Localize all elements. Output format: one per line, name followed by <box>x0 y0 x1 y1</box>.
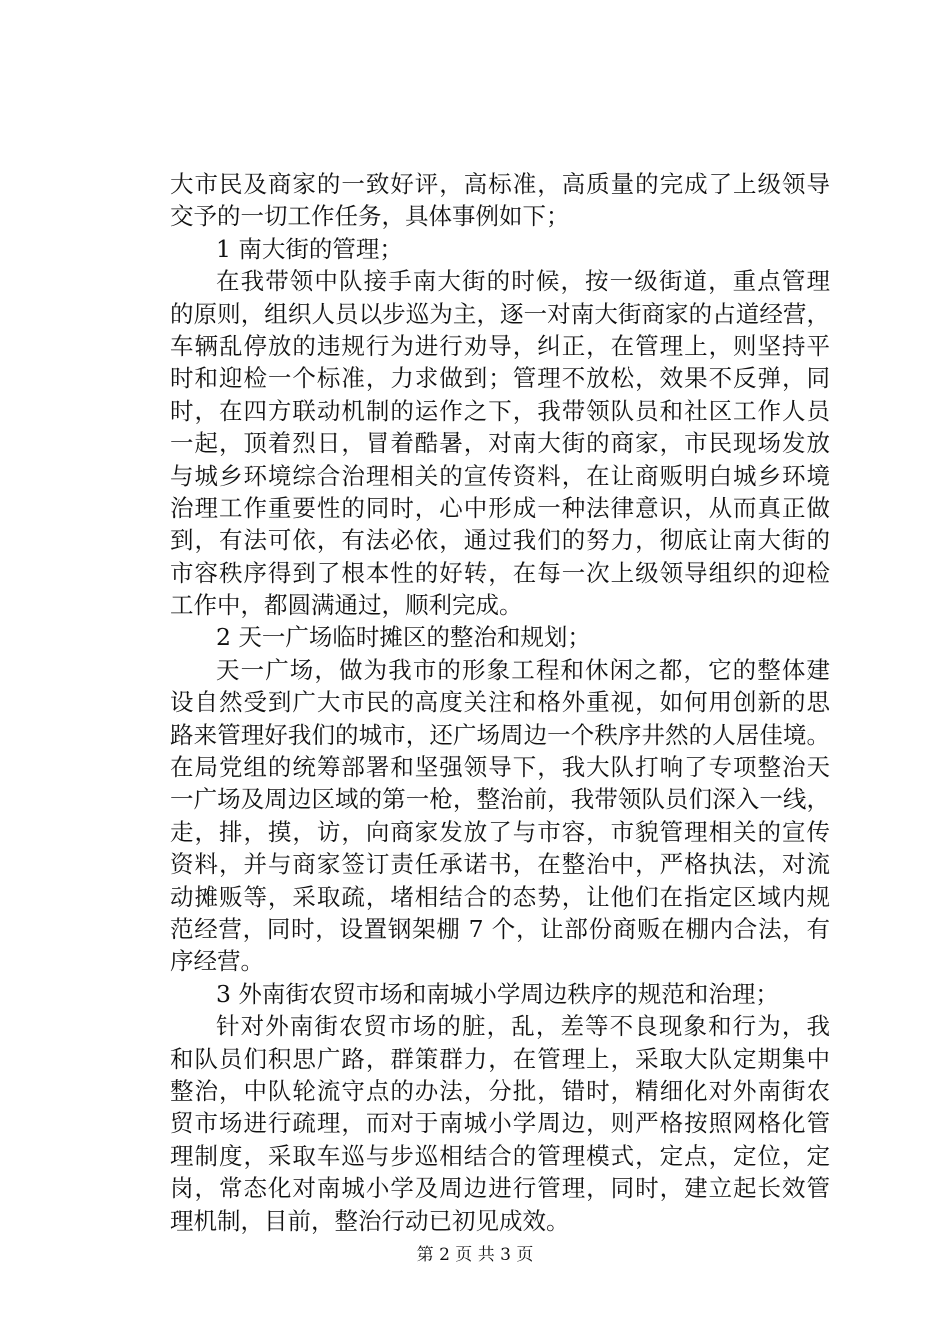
text-line: 与城乡环境综合治理相关的宣传资料，在让商贩明白城乡环境 <box>170 461 830 490</box>
text-line: 的原则，组织人员以步巡为主，逐一对南大街商家的占道经营， <box>170 299 830 328</box>
text-line: 工作中，都圆满通过，顺利完成。 <box>170 591 523 620</box>
text-line: 理制度，采取车巡与步巡相结合的管理模式，定点，定位，定 <box>170 1141 830 1170</box>
text-line: 大市民及商家的一致好评，高标准，高质量的完成了上级领导 <box>170 170 830 198</box>
text-line: 理机制，目前，整治行动已初见成效。 <box>170 1206 570 1235</box>
text-line: 路来管理好我们的城市，还广场周边一个秩序井然的人居佳境。 <box>170 720 830 749</box>
text-line: 在局党组的统筹部署和坚强领导下，我大队打响了专项整治天 <box>170 753 830 782</box>
text-line: 针对外南街农贸市场的脏，乱，差等不良现象和行为，我 <box>216 1012 830 1041</box>
text-line: 走，排，摸，访，向商家发放了与市容，市貌管理相关的宣传 <box>170 817 830 846</box>
text-line: 天一广场，做为我市的形象工程和休闲之都，它的整体建 <box>216 655 830 684</box>
text-line: 一广场及周边区域的第一枪，整治前，我带领队员们深入一线， <box>170 785 830 814</box>
text-line: 资料，并与商家签订责任承诺书，在整治中，严格执法，对流 <box>170 850 830 879</box>
document-body <box>170 168 830 1237</box>
text-line: 时，在四方联动机制的运作之下，我带领队员和社区工作人员 <box>170 396 830 425</box>
section-heading: 3 外南街农贸市场和南城小学周边秩序的规范和治理； <box>216 979 779 1008</box>
text-line: 和队员们积思广路，群策群力，在管理上，采取大队定期集中 <box>170 1044 830 1073</box>
text-line: 时和迎检一个标准，力求做到；管理不放松，效果不反弹，同 <box>170 364 830 393</box>
text-line: 整治，中队轮流守点的办法，分批，错时，精细化对外南街农 <box>170 1076 830 1105</box>
text-line: 设自然受到广大市民的高度关注和格外重视，如何用创新的思 <box>170 688 830 717</box>
page-footer: 第 2 页 共 3 页 <box>416 1245 534 1265</box>
text-line: 范经营，同时，设置钢架棚 7 个，让部份商贩在棚内合法，有 <box>170 914 830 943</box>
section-heading: 1 南大街的管理； <box>216 234 403 263</box>
text-line: 岗，常态化对南城小学及周边进行管理，同时，建立起长效管 <box>170 1174 830 1203</box>
text-line: 序经营。 <box>170 947 264 976</box>
text-line: 市容秩序得到了根本性的好转，在每一次上级领导组织的迎检 <box>170 558 830 587</box>
section-heading: 2 天一广场临时摊区的整治和规划； <box>216 623 591 652</box>
text-line: 一起，顶着烈日，冒着酷暑，对南大街的商家，市民现场发放 <box>170 429 830 458</box>
text-line: 到，有法可依，有法必依，通过我们的努力，彻底让南大街的 <box>170 526 830 555</box>
text-line: 贸市场进行疏理，而对于南城小学周边，则严格按照网格化管 <box>170 1109 830 1138</box>
text-line: 交予的一切工作任务，具体事例如下； <box>170 202 570 231</box>
text-line: 动摊贩等，采取疏，堵相结合的态势，让他们在指定区域内规 <box>170 882 830 911</box>
text-line: 车辆乱停放的违规行为进行劝导，纠正，在管理上，则坚持平 <box>170 331 830 360</box>
text-line: 治理工作重要性的同时，心中形成一种法律意识，从而真正做 <box>170 493 830 522</box>
text-line: 在我带领中队接手南大街的时候，按一级街道，重点管理 <box>216 267 830 296</box>
